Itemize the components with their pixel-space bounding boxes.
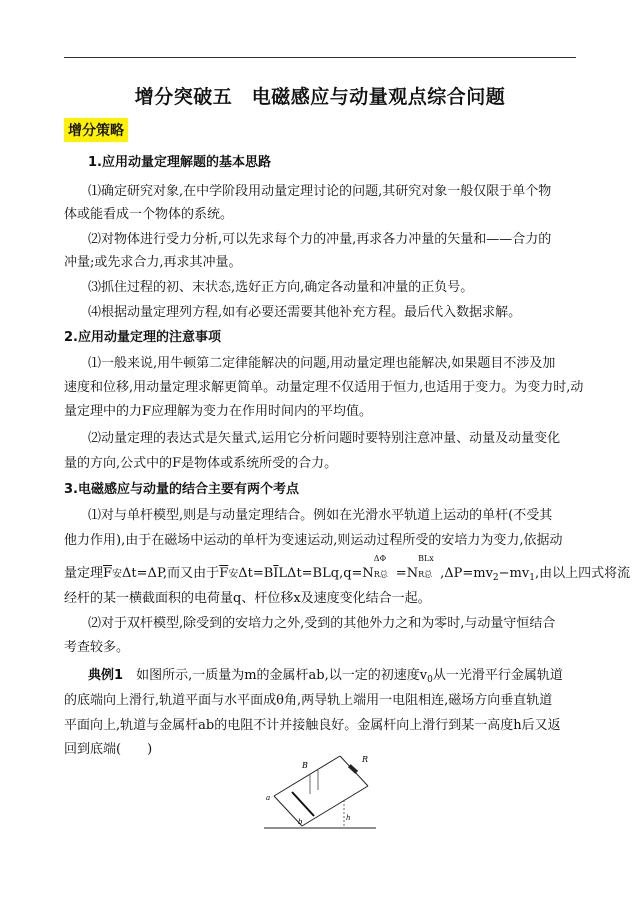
section1-p1-line1: ⑴确定研究对象,在中学阶段用动量定理讨论的问题,其研究对象一般仅限于单个物 xyxy=(88,184,552,199)
rail-bottom xyxy=(302,786,368,826)
label-R: R xyxy=(362,755,369,764)
section2-p1-line3: 量定理中的力F应理解为变力在作用时间内的平均值。 xyxy=(64,404,373,419)
example-line4: 回到底端( ) xyxy=(64,742,153,757)
section2-p1-line1: ⑴一般来说,用牛顿第二定律能解决的问题,用动量定理也能解决,如果题目不涉及加 xyxy=(88,356,556,371)
metal-rod xyxy=(292,792,314,816)
section1-p4: ⑷根据动量定理列方程,如有必要还需要其他补充方程。最后代入数据求解。 xyxy=(88,305,522,320)
label-b: b xyxy=(298,818,303,826)
section3-p1-line4: 经杆的某一横截面积的电荷量q、杆位移x及速度变化结合一起。 xyxy=(64,591,431,606)
page-title: 增分突破五 电磁感应与动量观点综合问题 xyxy=(134,86,506,108)
example-line1: 典例1 如图所示,一质量为m的金属杆ab,以一定的初速度$v_0$从一光滑平行金属轨道 xyxy=(88,668,563,685)
section3-p2-line2: 考查较多。 xyxy=(64,640,130,655)
resistor xyxy=(348,764,358,774)
example-label: 典例1 xyxy=(88,668,124,683)
section1-p2-line2: 冲量;或先求合力,再求其冲量。 xyxy=(64,255,242,270)
header-rule xyxy=(64,57,576,58)
section3-p1-line2: 他力作用),由于在磁场中运动的单杆为变速运动,则运动过程所受的安培力为变力,依据动 xyxy=(64,533,563,548)
section1-p2-line1: ⑵对物体进行受力分析,可以先求每个力的冲量,再求各力冲量的矢量和——合力的 xyxy=(88,232,552,247)
section2-p2-line2: 量的方向,公式中的F是物体或系统所受的合力。 xyxy=(64,456,338,471)
ampere-subscript: 安 xyxy=(112,569,123,580)
section3-p2-line1: ⑵对于双杆模型,除受到的安培力之外,受到的其他外力之和为零时,与动量守恒结合 xyxy=(88,616,556,631)
section1-p3: ⑶抓住过程的初、末状态,选好正方向,确定各动量和冲量的正负号。 xyxy=(88,280,474,295)
ampere-subscript-2: 安 xyxy=(228,569,239,580)
label-B: B xyxy=(302,761,308,770)
avg-current-symbol: $\overline{I}$ xyxy=(273,566,279,581)
inclined-rails-figure xyxy=(262,750,378,832)
section2-p2-line1: ⑵动量定理的表达式是矢量式,运用它分析问题时要特别注意冲量、动量及动量变化 xyxy=(88,431,561,446)
avg-force-symbol: $\overline{F}$ xyxy=(103,566,113,581)
section3-p1-line1: ⑴对与单杆模型,则是与动量定理结合。例如在光滑水平轨道上运动的单杆(不受其 xyxy=(88,508,553,523)
section1-heading: 1.应用动量定理解题的基本思路 xyxy=(88,155,271,170)
section1-p1-line2: 体或能看成一个物体的系统。 xyxy=(64,207,234,222)
section2-p1-line2: 速度和位移,用动量定理求解更简单。动量定理不仅适用于恒力,也适用于变力。为变力时,动 xyxy=(64,380,584,395)
example-line3: 平面向上,轨道与金属杆ab的电阻不计并接触良好。金属杆向上滑行到某一高度h后又返 xyxy=(64,718,561,733)
momentum-formula-line: 量定理$\overline{F}$安Δt=ΔP,而又由于$\overline{F}$安$\Delta t=B\overline{I}L\Delta t=BLq,q=N$ ΔΦ R总 =N BLx R总 ,ΔP=mv2−mv1,由以上四式将流 xyxy=(64,554,631,583)
strategy-badge: 增分策略 xyxy=(64,118,128,142)
blx-fraction: BLx R总 xyxy=(418,554,434,579)
section3-heading: 3.电磁感应与动量的结合主要有两个考点 xyxy=(64,482,299,497)
flux-fraction: ΔΦ R总 xyxy=(373,554,388,579)
avg-force-symbol-2: $\overline{F}$ xyxy=(219,566,229,581)
example-line2: 的底端向上滑行,轨道平面与水平面成θ角,两导轨上端用一电阻相连,磁场方向垂直轨道 xyxy=(64,693,553,708)
label-h: h xyxy=(346,814,351,822)
label-a: a xyxy=(266,794,271,802)
section2-heading: 2.应用动量定理的注意事项 xyxy=(64,330,221,345)
